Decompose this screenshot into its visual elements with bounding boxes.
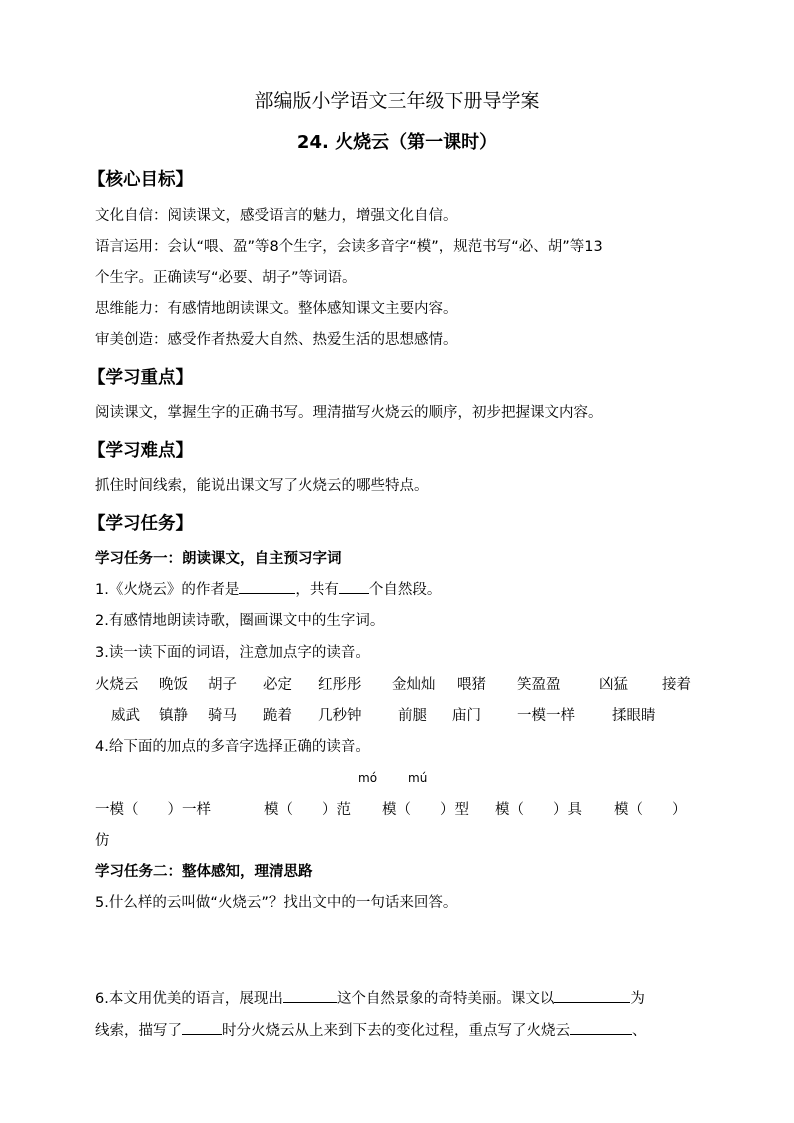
goal-language-cont: 个生字。正确读写“必要、胡子”等词语。	[95, 270, 357, 286]
key-points-heading: 【学习重点】	[88, 368, 193, 388]
word-item: 笑盈盈	[517, 677, 561, 693]
word-item: 必定	[263, 677, 292, 693]
polyphone-item[interactable]: 一模（ ）一样	[95, 802, 211, 818]
question-1	[95, 579, 441, 600]
word-item: 跪着	[263, 708, 292, 724]
polyphone-item[interactable]: 模（ ）具	[495, 802, 582, 818]
difficulties-text: 抓住时间线索，能说出课文写了火烧云的哪些特点。	[95, 478, 429, 494]
q1-text-b: ，共有	[295, 582, 339, 598]
tasks-heading: 【学习任务】	[88, 514, 193, 534]
pinyin-option: mú	[408, 771, 428, 785]
q1-text-c: 个自然段。	[368, 582, 442, 598]
polyphone-item[interactable]: 模（ ）型	[382, 802, 469, 818]
question-5: 5.什么样的云叫做“火烧云”？找出文中的一句话来回答。	[95, 895, 458, 911]
word-item: 揉眼睛	[612, 708, 656, 724]
q6-text-d: 线索，描写了	[95, 1023, 182, 1039]
word-item: 红彤彤	[318, 677, 362, 693]
goal-culture: 文化自信：阅读课文，感受语言的魅力，增强文化自信。	[95, 208, 458, 224]
word-item: 晚饭	[159, 677, 188, 693]
scene-blank[interactable]	[283, 988, 337, 1003]
task2-title: 学习任务二：整体感知，理清思路	[95, 864, 313, 880]
word-item: 威武	[111, 708, 140, 724]
word-item: 前腿	[398, 708, 427, 724]
goal-aesthetic: 审美创造：感受作者热爱大自然、热爱生活的思想感情。	[95, 332, 458, 348]
question-3: 3.读一读下面的词语，注意加点字的读音。	[95, 645, 370, 661]
difficulties-heading: 【学习难点】	[88, 441, 193, 461]
question-4: 4.给下面的加点的多音字选择正确的读音。	[95, 739, 370, 755]
q6-text-b: 这个自然景象的奇特美丽。课文以	[336, 991, 555, 1007]
word-item: 镇静	[159, 708, 188, 724]
pinyin-option: mó	[358, 771, 378, 785]
q6-text-a: 6.本文用优美的语言，展现出	[95, 991, 283, 1007]
word-item: 胡子	[208, 677, 237, 693]
author-blank[interactable]	[239, 579, 295, 594]
core-goals-heading: 【核心目标】	[88, 170, 193, 190]
key-points-text: 阅读课文，掌握生字的正确书写。理清描写火烧云的顺序，初步把握课文内容。	[95, 405, 603, 421]
word-item: 凶猛	[599, 677, 628, 693]
word-item: 一模一样	[517, 708, 575, 724]
polyphone-item-tail: 仿	[95, 833, 110, 849]
question-2: 2.有感情地朗读诗歌，圈画课文中的生字词。	[95, 613, 385, 629]
time-blank[interactable]	[182, 1020, 222, 1035]
document-title: 部编版小学语文三年级下册导学案	[254, 90, 540, 112]
task1-title: 学习任务一：朗读课文，自主预习字词	[95, 551, 342, 567]
question-6-line2	[95, 1020, 647, 1041]
word-item: 几秒钟	[318, 708, 362, 724]
clue-blank[interactable]	[554, 988, 630, 1003]
goal-language: 语言运用：会认“喂、盈”等8个生字，会读多音字“模”，规范书写“必、胡”等13	[95, 239, 603, 255]
q6-text-e: 时分火烧云从上来到下去的变化过程，重点写了火烧云	[222, 1023, 570, 1039]
goal-thinking: 思维能力：有感情地朗读课文。整体感知课文主要内容。	[95, 301, 458, 317]
q1-text-a: 1.《火烧云》的作者是	[95, 582, 240, 598]
q6-text-c: 为	[630, 991, 645, 1007]
word-item: 骑马	[208, 708, 237, 724]
question-6-line1	[95, 988, 645, 1009]
word-item: 金灿灿	[392, 677, 436, 693]
lesson-title: 24. 火烧云（第一课时）	[296, 132, 498, 153]
word-item: 火烧云	[95, 677, 139, 693]
polyphone-item[interactable]: 模（ ）范	[264, 802, 351, 818]
focus-blank[interactable]	[570, 1020, 632, 1035]
word-item: 庙门	[452, 708, 481, 724]
word-item: 喂猪	[457, 677, 486, 693]
q6-text-f: 、	[632, 1023, 647, 1039]
polyphone-item[interactable]: 模（ ）	[614, 802, 687, 818]
word-item: 接着	[662, 677, 691, 693]
paragraph-count-blank[interactable]	[339, 579, 369, 594]
